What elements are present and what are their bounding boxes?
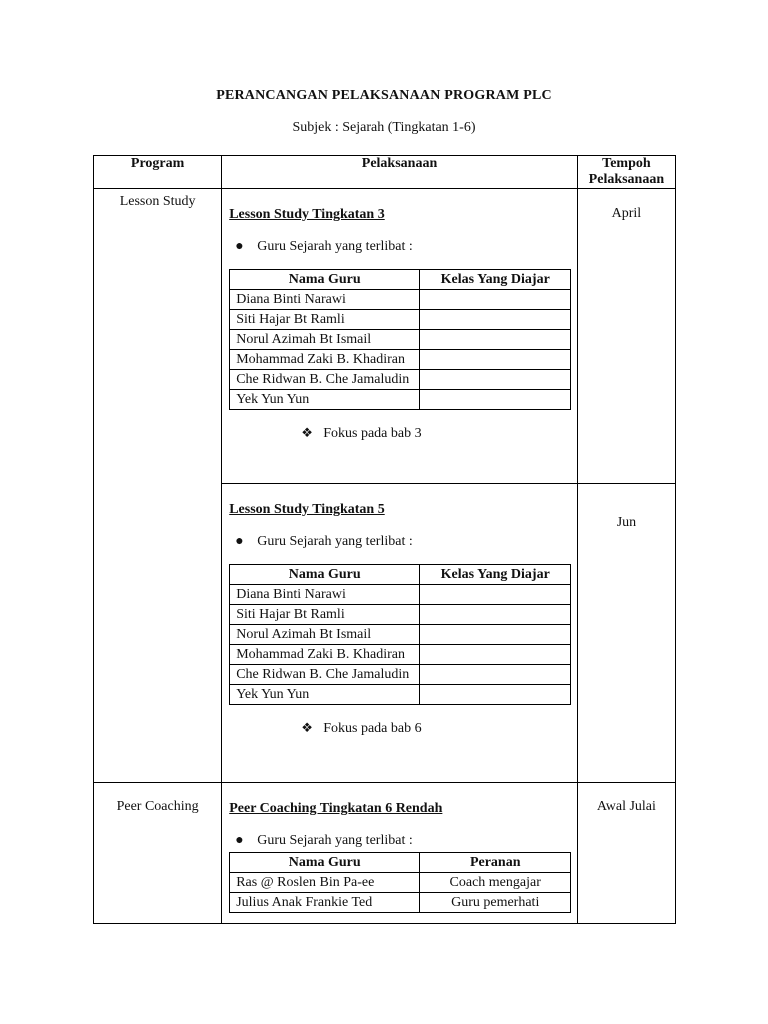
document-subtitle: Subjek : Sejarah (Tingkatan 1-6) <box>292 120 476 135</box>
teacher-name: Siti Hajar Bt Ramli <box>230 605 420 625</box>
header-tempoh: Tempoh Pelaksanaan <box>577 156 675 189</box>
bullet-text: Guru Sejarah yang terlibat : <box>257 534 413 549</box>
section-title: Lesson Study Tingkatan 3 <box>229 207 385 222</box>
tempoh-cell <box>577 783 675 924</box>
teacher-role: Coach mengajar <box>420 873 571 893</box>
diamond-bullet-icon: ❖ <box>301 720 313 735</box>
section-title: Lesson Study Tingkatan 5 <box>229 502 385 517</box>
document-title: PERANCANGAN PELAKSANAAN PROGRAM PLC <box>216 88 552 103</box>
teacher-row <box>230 625 571 645</box>
teacher-class <box>420 605 571 625</box>
teacher-row <box>230 605 571 625</box>
bullet-item <box>229 533 570 551</box>
program-name: Lesson Study <box>119 194 196 209</box>
pelaksanaan-cell <box>222 189 578 484</box>
fokus-item <box>229 424 570 442</box>
teacher-class <box>420 665 571 685</box>
bullet-item <box>229 238 570 256</box>
teacher-name: Norul Azimah Bt Ismail <box>230 625 420 645</box>
teacher-name: Mohammad Zaki B. Khadiran <box>230 645 420 665</box>
teacher-row <box>230 645 571 665</box>
plc-table <box>93 155 676 924</box>
teacher-table <box>229 269 571 410</box>
teacher-class <box>420 370 571 390</box>
teacher-row <box>230 370 571 390</box>
teacher-row <box>230 873 571 893</box>
teacher-class <box>420 290 571 310</box>
fokus-text: Fokus pada bab 6 <box>323 721 422 736</box>
bullet-dot-icon: ● <box>235 833 244 848</box>
program-cell-lesson-study <box>94 189 222 783</box>
teacher-class <box>420 645 571 665</box>
teacher-row <box>230 585 571 605</box>
program-cell-peer-coaching <box>94 783 222 924</box>
teacher-name: Mohammad Zaki B. Khadiran <box>230 350 420 370</box>
teacher-name: Diana Binti Narawi <box>230 585 420 605</box>
teacher-table-header-class: Kelas Yang Diajar <box>420 565 571 585</box>
fokus-text: Fokus pada bab 3 <box>323 426 422 441</box>
teacher-class <box>420 585 571 605</box>
tempoh-text: Jun <box>616 515 637 530</box>
section-title: Peer Coaching Tingkatan 6 Rendah <box>229 801 443 816</box>
teacher-name: Yek Yun Yun <box>230 685 420 705</box>
table-row <box>94 783 676 924</box>
teacher-table-header-name: Nama Guru <box>230 270 420 290</box>
teacher-row <box>230 290 571 310</box>
teacher-row <box>230 893 571 913</box>
program-name: Peer Coaching <box>116 799 199 814</box>
teacher-table-header-name: Nama Guru <box>230 565 420 585</box>
bullet-item <box>229 832 570 850</box>
teacher-name: Siti Hajar Bt Ramli <box>230 310 420 330</box>
table-row <box>94 189 676 484</box>
tempoh-text: April <box>611 206 642 221</box>
bullet-dot-icon: ● <box>235 239 244 254</box>
pelaksanaan-cell <box>222 783 578 924</box>
fokus-item <box>229 719 570 737</box>
teacher-name: Yek Yun Yun <box>230 390 420 410</box>
teacher-class <box>420 310 571 330</box>
teacher-table-header-class: Kelas Yang Diajar <box>420 270 571 290</box>
pelaksanaan-cell <box>222 484 578 783</box>
bullet-text: Guru Sejarah yang terlibat : <box>257 833 413 848</box>
tempoh-cell <box>577 189 675 484</box>
diamond-bullet-icon: ❖ <box>301 425 313 440</box>
teacher-name: Ras @ Roslen Bin Pa-ee <box>230 873 420 893</box>
teacher-name: Julius Anak Frankie Ted <box>230 893 420 913</box>
teacher-class <box>420 330 571 350</box>
teacher-role: Guru pemerhati <box>420 893 571 913</box>
tempoh-cell <box>577 484 675 783</box>
teacher-table <box>229 564 571 705</box>
teacher-class <box>420 625 571 645</box>
teacher-name: Diana Binti Narawi <box>230 290 420 310</box>
teacher-name: Che Ridwan B. Che Jamaludin <box>230 665 420 685</box>
teacher-class <box>420 685 571 705</box>
teacher-table-header-name: Nama Guru <box>230 853 420 873</box>
teacher-row <box>230 665 571 685</box>
teacher-row <box>230 685 571 705</box>
teacher-class <box>420 390 571 410</box>
teacher-table-header-role: Peranan <box>420 853 571 873</box>
teacher-row <box>230 330 571 350</box>
teacher-class <box>420 350 571 370</box>
teacher-row <box>230 390 571 410</box>
tempoh-text: Awal Julai <box>596 799 656 814</box>
header-row <box>94 156 676 189</box>
teacher-row <box>230 310 571 330</box>
teacher-row <box>230 350 571 370</box>
teacher-name: Norul Azimah Bt Ismail <box>230 330 420 350</box>
bullet-text: Guru Sejarah yang terlibat : <box>257 239 413 254</box>
bullet-dot-icon: ● <box>235 534 244 549</box>
teacher-name: Che Ridwan B. Che Jamaludin <box>230 370 420 390</box>
header-pelaksanaan: Pelaksanaan <box>222 156 578 189</box>
teacher-table <box>229 852 571 913</box>
header-program: Program <box>94 156 222 189</box>
